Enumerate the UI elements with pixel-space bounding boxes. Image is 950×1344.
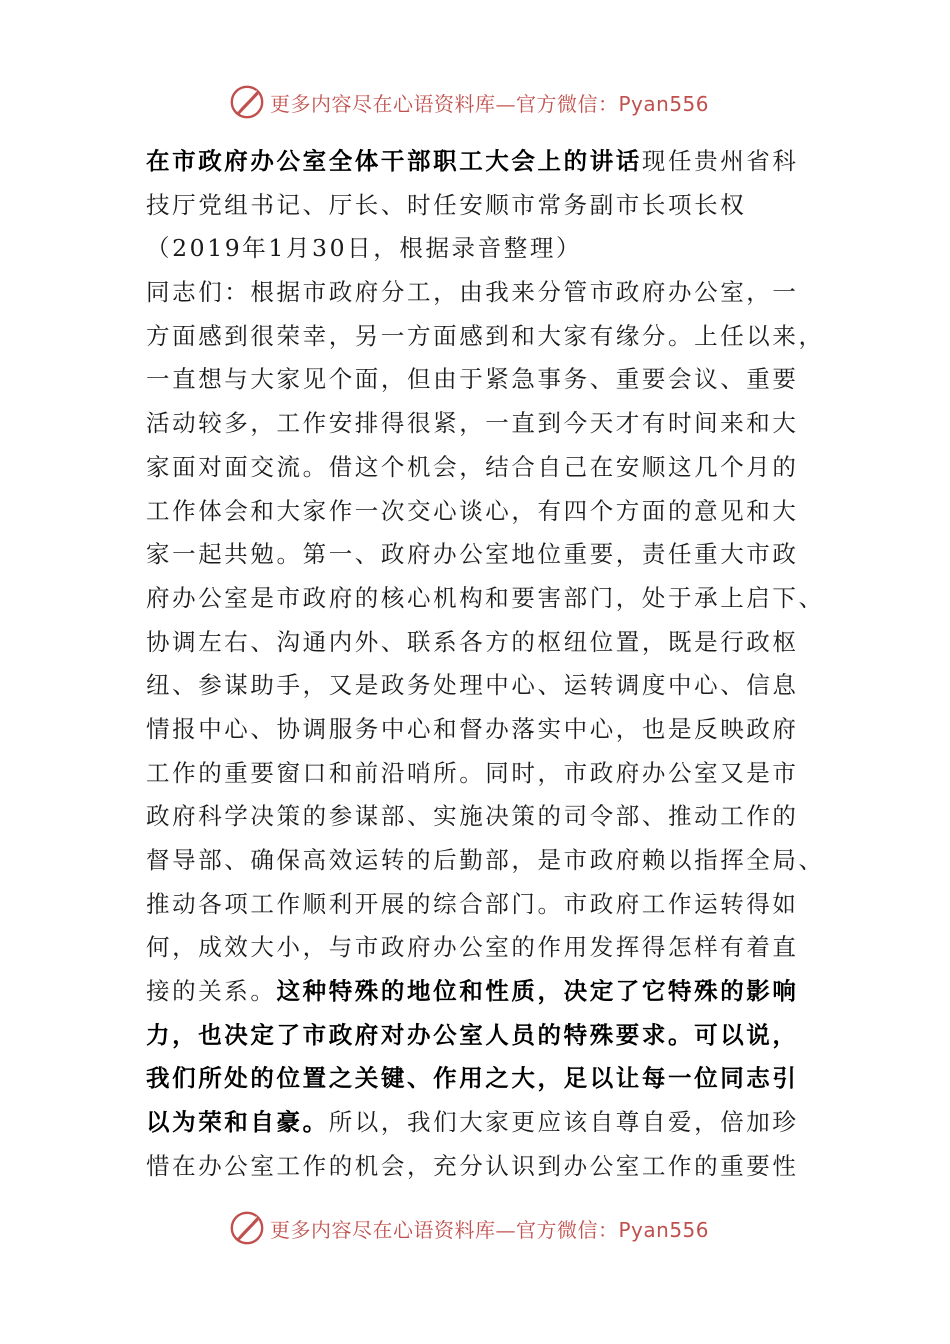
text-segment: 工作体会和大家作一次交心谈心，有四个方面的意见和大	[146, 496, 799, 525]
text-line	[146, 1057, 799, 1101]
text-segment: （2019年1月30日，根据录音整理）	[146, 234, 583, 263]
text-segment: 府办公室是市政府的核心机构和要害部门，处于承上启下、	[146, 583, 825, 612]
text-segment: 家一起共勉。第一、政府办公室地位重要，责任重大市政	[146, 540, 799, 569]
text-segment: 纽、参谋助手，又是政务处理中心、运转调度中心、信息	[146, 671, 799, 700]
bold-text-segment: 在市政府办公室全体干部职工大会上的讲话	[146, 147, 642, 175]
text-segment: 协调左右、沟通内外、联系各方的枢纽位置，既是行政枢	[146, 627, 799, 656]
text-segment: 技厅党组书记、厅长、时任安顺市常务副市长项长权	[146, 190, 747, 219]
watermark-banner-top	[228, 82, 748, 122]
text-segment: 所以，我们大家更应该自尊自爱，倍加珍	[328, 1108, 799, 1137]
text-line	[146, 315, 825, 359]
bold-text-segment: 这种特殊的地位和性质，决定了它特殊的影响	[276, 977, 799, 1006]
document-body	[146, 140, 825, 1189]
watermark-banner-bottom	[228, 1208, 748, 1248]
text-segment: 同志们：根据市政府分工，由我来分管市政府办公室，一	[146, 278, 799, 307]
text-line	[146, 227, 786, 271]
text-segment: 一直想与大家见个面，但由于紧急事务、重要会议、重要	[146, 365, 799, 394]
text-segment: 督导部、确保高效运转的后勤部，是市政府赖以指挥全局、	[146, 846, 825, 874]
text-line	[146, 926, 799, 970]
text-line	[146, 664, 799, 708]
text-segment: 惜在办公室工作的机会，充分认识到办公室工作的重要性	[146, 1151, 799, 1180]
text-line	[146, 752, 799, 796]
bold-text-segment: 力，也决定了市政府对办公室人员的特殊要求。可以说，	[146, 1020, 799, 1049]
text-line	[146, 1101, 799, 1145]
text-segment: 家面对面交流。借这个机会，结合自己在安顺这几个月的	[146, 452, 799, 481]
bold-text-segment: 我们所处的位置之关键、作用之大，足以让每一位同志引	[146, 1064, 799, 1093]
text-line	[146, 490, 799, 534]
text-segment: 推动各项工作顺利开展的综合部门。市政府工作运转得如	[146, 889, 799, 918]
text-line	[146, 970, 799, 1014]
text-line	[146, 708, 799, 752]
quill-logo-icon	[228, 83, 266, 121]
watermark-text: 更多内容尽在心语资料库	[270, 1217, 496, 1242]
quill-logo-icon	[228, 1209, 266, 1247]
text-line	[146, 839, 825, 883]
text-segment: 活动较多，工作安排得很紧，一直到今天才有时间来和大	[146, 409, 799, 438]
text-segment: 现任贵州省科	[641, 147, 799, 175]
bold-text-segment: 以为荣和自豪。	[146, 1108, 329, 1137]
text-line	[146, 140, 799, 184]
text-line	[146, 795, 799, 839]
watermark-wechat-id: Pyan556	[618, 91, 710, 116]
watermark-wechat-label: 官方微信：	[516, 1217, 619, 1242]
text-line	[146, 184, 786, 228]
text-segment: 情报中心、协调服务中心和督办落实中心，也是反映政府	[146, 714, 799, 743]
text-line	[146, 1145, 799, 1189]
text-line	[146, 402, 799, 446]
watermark-wechat-label: 官方微信：	[516, 91, 619, 116]
watermark-dash: —	[495, 1217, 516, 1242]
text-line	[146, 358, 799, 402]
text-line	[146, 1014, 799, 1058]
watermark-dash: —	[495, 91, 516, 116]
text-segment: 工作的重要窗口和前沿哨所。同时，市政府办公室又是市	[146, 758, 799, 787]
text-segment: 方面感到很荣幸，另一方面感到和大家有缘分。上任以来，	[146, 321, 825, 350]
text-line	[146, 883, 799, 927]
text-line	[146, 271, 799, 315]
text-segment: 何，成效大小，与市政府办公室的作用发挥得怎样有着直	[146, 933, 799, 962]
text-line	[146, 533, 799, 577]
text-segment: 接的关系。	[146, 977, 277, 1006]
watermark-text: 更多内容尽在心语资料库	[270, 91, 496, 116]
text-line	[146, 621, 799, 665]
text-segment: 政府科学决策的参谋部、实施决策的司令部、推动工作的	[146, 802, 799, 831]
watermark-wechat-id: Pyan556	[618, 1217, 710, 1242]
text-line	[146, 446, 799, 490]
text-line	[146, 577, 825, 621]
